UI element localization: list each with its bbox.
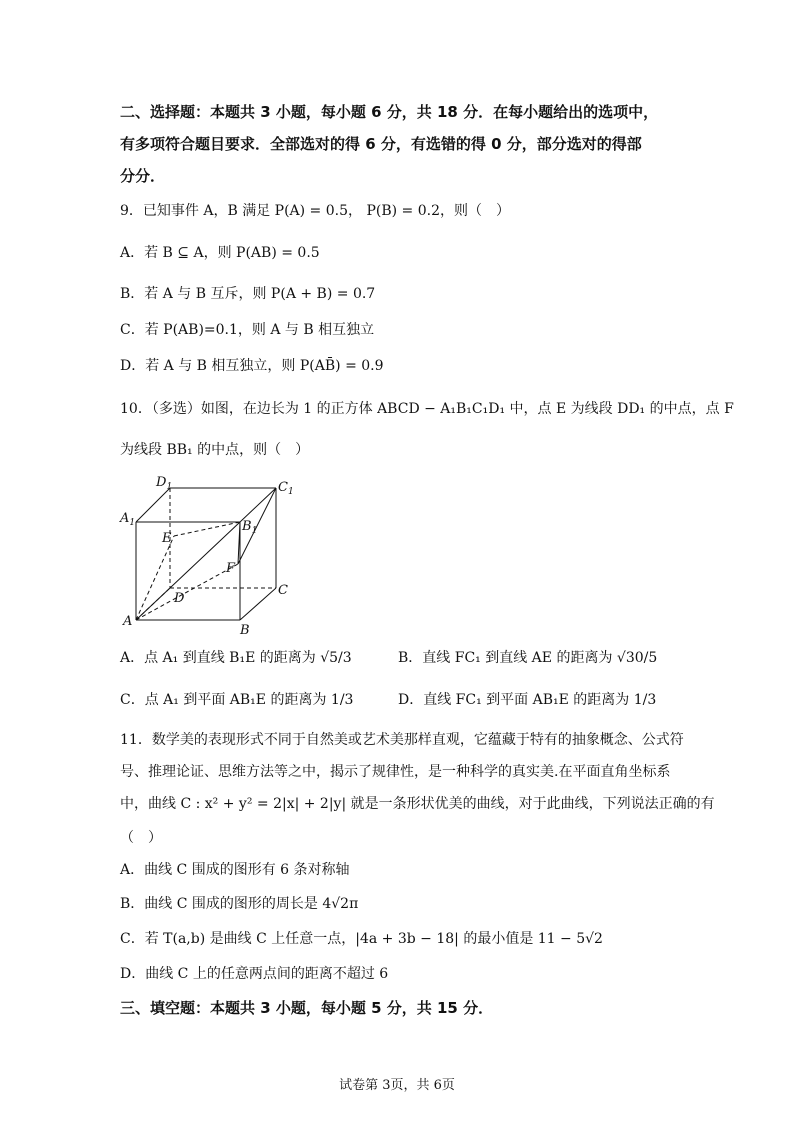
section-2-heading-line-3: 分分．	[120, 167, 166, 185]
section-2-heading-line-1: 二、选择题：本题共 3 小题，每小题 6 分，共 18 分．在每小题给出的选项中，	[120, 103, 659, 121]
q11-stem-line-2: 号、推理论证、思维方法等之中，揭示了规律性，是一种科学的真实美.在平面直角坐标系	[120, 764, 671, 780]
q10-option-d: D．直线 FC₁ 到平面 AB₁E 的距离为 1/3	[398, 692, 657, 708]
q10-option-a: A．点 A₁ 到直线 B₁E 的距离为 √5/3	[120, 650, 352, 666]
label-e: E	[162, 531, 172, 546]
q10-option-c: C．点 A₁ 到平面 AB₁E 的距离为 1/3	[120, 692, 354, 708]
q11-option-c: C．若 T(a,b) 是曲线 C 上任意一点，|4a + 3b − 18| 的最小值是 11 − 5√2	[120, 931, 603, 947]
q11-option-d: D．曲线 C 上的任意两点间的距离不超过 6	[120, 966, 389, 982]
q10-stem-line-1: 10．（多选）如图，在边长为 1 的正方体 ABCD − A₁B₁C₁D₁ 中，点 E 为线段 DD₁ 的中点，点 F	[120, 401, 734, 417]
page-footer: 试卷第 3页，共 6页	[339, 1078, 455, 1093]
label-a1: $A_1$	[120, 511, 136, 528]
q9-option-b: B．若 A 与 B 互斥，则 P(A + B) = 0.7	[120, 286, 376, 302]
label-b1: $B_1$	[242, 519, 258, 536]
q10-stem-line-2: 为线段 BB₁ 的中点，则（ ）	[120, 442, 310, 458]
q11-stem-line-4: （ ）	[120, 830, 162, 846]
label-c1: $C_1$	[278, 480, 294, 497]
q9-stem: 9．已知事件 A，B 满足 P(A) = 0.5， P(B) = 0.2，则（ ）	[120, 203, 510, 219]
label-a: A	[123, 614, 133, 629]
q11-stem-line-3: 中，曲线 C : x² + y² = 2|x| + 2|y| 就是一条形状优美的曲线，对于此曲线，下列说法正确的有	[120, 796, 715, 812]
cube-figure	[118, 470, 298, 635]
label-f: F	[226, 561, 236, 576]
label-c: C	[278, 583, 288, 598]
q11-option-b: B．曲线 C 围成的图形的周长是 4√2π	[120, 896, 359, 912]
q10-option-b: B．直线 FC₁ 到直线 AE 的距离为 √30/5	[398, 650, 658, 666]
q9-option-a: A．若 B ⊆ A，则 P(AB) = 0.5	[120, 245, 320, 261]
label-d1: $D_1$	[156, 475, 173, 492]
q9-option-c: C．若 P(AB)=0.1，则 A 与 B 相互独立	[120, 322, 375, 338]
q9-option-d: D．若 A 与 B 相互独立，则 P(AB̄) = 0.9	[120, 358, 384, 374]
label-b: B	[240, 623, 250, 635]
q11-stem-line-1: 11．数学美的表现形式不同于自然美或艺术美那样直观，它蕴藏于特有的抽象概念、公式符	[120, 732, 684, 748]
section-2-heading-line-2: 有多项符合题目要求．全部选对的得 6 分，有选错的得 0 分，部分选对的得部	[120, 135, 642, 153]
label-d: D	[174, 591, 185, 606]
q11-option-a: A．曲线 C 围成的图形有 6 条对称轴	[120, 862, 350, 878]
section-3-heading: 三、填空题：本题共 3 小题，每小题 5 分，共 15 分．	[120, 999, 494, 1017]
